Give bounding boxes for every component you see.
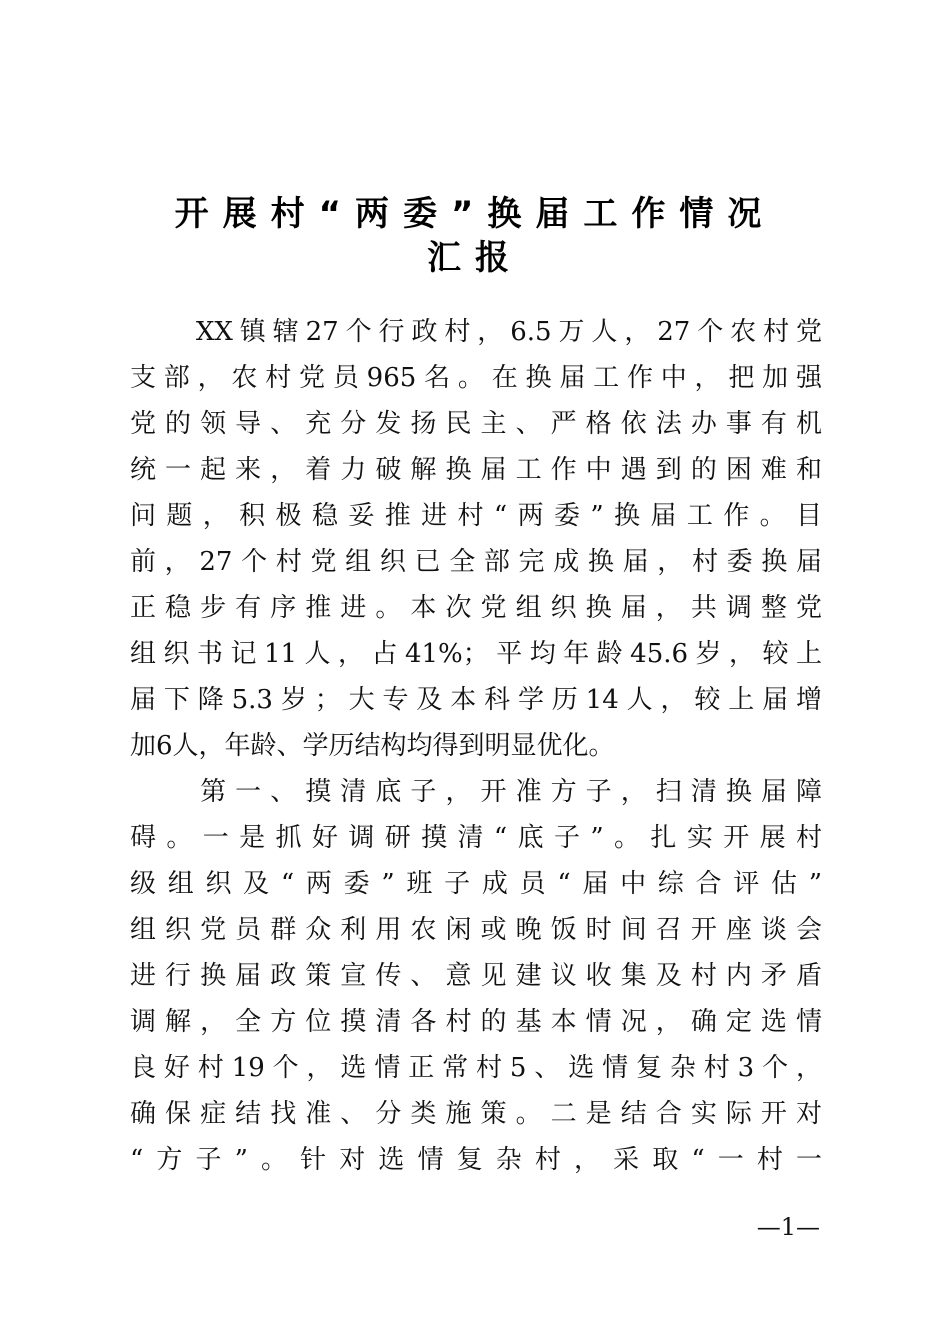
body-text-line: 进行换届政策宣传、意见建议收集及村内矛盾 bbox=[130, 961, 822, 991]
body-text-line: 加6人，年龄、学历结构均得到明显优化。 bbox=[130, 731, 615, 761]
body-text-line: 支部，农村党员965名。在换届工作中，把加强 bbox=[130, 363, 822, 393]
body-text-line: 组织党员群众利用农闲或晚饭时间召开座谈会 bbox=[130, 915, 822, 945]
document-title-line-1: 开展村“两委”换届工作情况 bbox=[174, 194, 776, 234]
body-text-line: 确保症结找准、分类施策。二是结合实际开对 bbox=[130, 1099, 822, 1129]
body-text-line: 组织书记11人，占41%；平均年龄45.6岁，较上 bbox=[130, 639, 822, 669]
body-text-line: XX镇辖27个行政村，6.5万人，27个农村党 bbox=[130, 317, 822, 347]
body-text-line: 问题，积极稳妥推进村“两委”换届工作。目 bbox=[130, 501, 822, 531]
body-text-line: 前，27个村党组织已全部完成换届，村委换届 bbox=[130, 547, 822, 577]
body-text-line: 调解，全方位摸清各村的基本情况，确定选情 bbox=[130, 1007, 822, 1037]
body-text-line: 届下降5.3岁；大专及本科学历14人，较上届增 bbox=[130, 685, 822, 715]
document-title-line-2: 汇报 bbox=[427, 238, 523, 278]
body-text-line: 第一、摸清底子，开准方子，扫清换届障 bbox=[130, 777, 822, 807]
body-text-line: 正稳步有序推进。本次党组织换届，共调整党 bbox=[130, 593, 822, 623]
body-text-line: 碍。一是抓好调研摸清“底子”。扎实开展村 bbox=[130, 823, 822, 853]
body-text-line: 级组织及“两委”班子成员“届中综合评估” bbox=[130, 869, 822, 899]
body-text-line: 统一起来，着力破解换届工作中遇到的困难和 bbox=[130, 455, 822, 485]
body-text-line: “方子”。针对选情复杂村，采取“一村一 bbox=[130, 1145, 822, 1175]
body-text-line: 良好村19个，选情正常村5、选情复杂村3个， bbox=[130, 1053, 822, 1083]
page-number: —1— bbox=[756, 1213, 820, 1241]
body-text-line: 党的领导、充分发扬民主、严格依法办事有机 bbox=[130, 409, 822, 439]
